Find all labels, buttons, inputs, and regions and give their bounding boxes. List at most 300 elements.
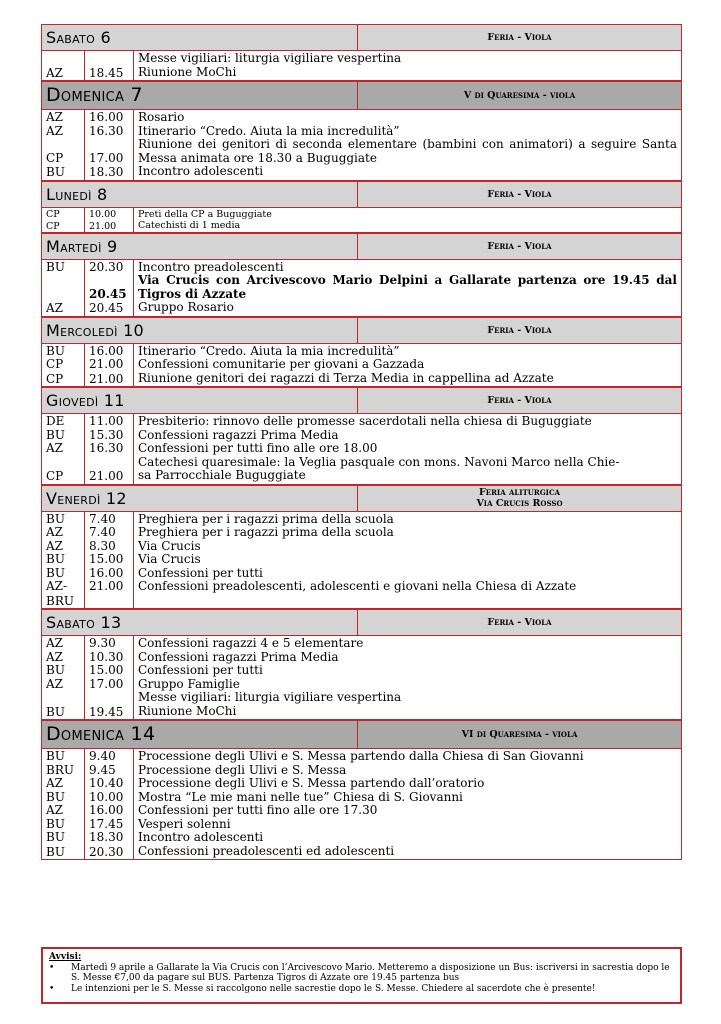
description-line: Confessioni preadolescenti, adolescenti e giovani nella Chiesa di Azzate (138, 579, 577, 593)
bullet-icon: • (49, 962, 55, 973)
time-value: 20.45 (89, 301, 124, 315)
liturgy-line: Feria - Viola (487, 324, 552, 336)
event-description (134, 138, 681, 165)
event-time (85, 540, 134, 554)
liturgy-line: Feria - Viola (487, 32, 552, 43)
time-value: 8.30 (89, 538, 116, 553)
event-location (42, 372, 85, 387)
event-time (85, 442, 134, 456)
day-block (41, 387, 682, 485)
day-header (42, 25, 681, 51)
event-location (42, 429, 85, 443)
event-location (42, 442, 85, 456)
description-line: sa Parrocchiale Buguggiate (138, 468, 306, 482)
location-code: AZ (46, 123, 64, 138)
event-description (134, 636, 681, 651)
event-time (85, 456, 134, 484)
description-line: Via Crucis (138, 538, 201, 553)
day-block (41, 24, 682, 81)
event-description (134, 220, 681, 232)
location-code: AZ (46, 776, 64, 790)
location-code: CP (46, 150, 64, 165)
day-name: Domenica 14 (42, 721, 358, 748)
time-value: 20.30 (89, 844, 124, 859)
event-row (42, 664, 681, 678)
location-code: AZ (46, 65, 64, 80)
description-line: Preghiera per i ragazzi prima della scuola (138, 511, 394, 526)
event-time (85, 110, 134, 125)
day-block (41, 485, 682, 610)
description-line: Catechisti di 1 media (138, 219, 241, 231)
location-code: DE (46, 414, 65, 428)
time-value: 15.00 (89, 663, 124, 677)
day-header (42, 486, 681, 512)
description-line: Messe vigiliari: liturgia vigiliare vespertina (138, 690, 402, 704)
time-value: 19.45 (89, 704, 124, 719)
day-header (42, 318, 681, 344)
event-location (42, 636, 85, 651)
event-location (42, 580, 85, 594)
notice-item (49, 963, 674, 984)
event-time (85, 764, 134, 778)
location-code: BU (46, 552, 65, 566)
liturgy-line: Via Crucis Rosso (476, 498, 563, 509)
description-line: Riunione dei genitori di seconda elementare (bambini con animatori) a seguire Santa Messa animata ore 18.30 a Buguggiate (138, 137, 677, 165)
event-location (42, 691, 85, 719)
time-value: 16.00 (89, 110, 124, 124)
event-description (134, 580, 681, 594)
event-location (42, 456, 85, 484)
description-line: Confessioni per tutti fino alle ore 17.30 (138, 803, 378, 817)
description-line: Confessioni per tutti fino alle ore 18.00 (138, 441, 378, 455)
event-description (134, 165, 681, 180)
event-time (85, 777, 134, 791)
day-name: Sabato 6 (42, 25, 358, 50)
day-name: Lunedì 8 (42, 182, 358, 207)
event-row (42, 691, 681, 719)
liturgy-line: Feria - Viola (487, 395, 552, 406)
description-line: Confessioni comunitarie per giovani a Gazzada (138, 357, 425, 371)
event-description (134, 651, 681, 665)
event-description (134, 429, 681, 443)
event-time (85, 301, 134, 316)
day-header (42, 82, 681, 110)
time-value: 20.30 (89, 259, 124, 274)
time-value: 20.45 (89, 286, 127, 301)
description-line: Confessioni per tutti (138, 663, 263, 677)
location-code: AZ (46, 301, 64, 315)
event-description (134, 664, 681, 678)
event-description (134, 567, 681, 581)
location-code: BU (46, 830, 65, 844)
location-code: BU (46, 749, 65, 763)
event-row (42, 749, 681, 764)
description-line: Mostra “Le mie mani nelle tue” Chiesa di S. Giovanni (138, 789, 463, 804)
event-row (42, 540, 681, 554)
event-location (42, 301, 85, 316)
event-row (42, 512, 681, 527)
time-value: 10.00 (89, 789, 124, 804)
day-name: Martedì 9 (42, 234, 358, 259)
event-location (42, 818, 85, 832)
description-line: Riunione genitori dei ragazzi di Terza Media in cappellina ad Azzate (138, 370, 554, 385)
event-location (42, 749, 85, 764)
event-time (85, 358, 134, 372)
event-location (42, 791, 85, 805)
event-description (134, 818, 681, 832)
day-header (42, 182, 681, 208)
location-code: AZ (46, 803, 64, 817)
event-location (42, 664, 85, 678)
liturgy-line: Feria - Viola (487, 188, 552, 200)
time-value: 18.30 (89, 165, 124, 179)
event-time (85, 804, 134, 818)
event-description (134, 804, 681, 818)
event-location (42, 208, 85, 220)
event-description (134, 777, 681, 791)
event-description (134, 414, 681, 429)
liturgy-label (358, 721, 681, 748)
event-row (42, 553, 681, 567)
event-row (42, 442, 681, 456)
location-code: AZ (46, 649, 64, 664)
event-location (42, 274, 85, 301)
event-time (85, 274, 134, 301)
event-row (42, 220, 681, 232)
location-code: BU (46, 343, 65, 358)
event-time (85, 691, 134, 719)
time-value: 21.00 (89, 357, 124, 371)
description-line: Riunione MoChi (138, 64, 237, 79)
liturgy-label (358, 25, 681, 50)
time-value: 15.30 (89, 427, 124, 442)
time-value: 7.40 (89, 511, 116, 526)
event-row (42, 678, 681, 692)
location-code: AZ (46, 441, 64, 455)
event-row (42, 845, 681, 860)
time-value: 21.00 (89, 371, 124, 386)
event-location (42, 764, 85, 778)
event-time (85, 580, 134, 594)
event-row (42, 651, 681, 665)
day-block (41, 233, 682, 317)
event-time (85, 845, 134, 860)
day-block (41, 81, 682, 181)
event-description (134, 594, 681, 609)
location-code: CP (46, 469, 64, 483)
description-line: Processione degli Ulivi e S. Messa (138, 762, 347, 777)
event-location (42, 414, 85, 429)
liturgy-line: Feria aliturgica (479, 487, 560, 498)
event-description (134, 208, 681, 220)
liturgy-label (358, 82, 681, 109)
day-header (42, 721, 681, 749)
event-time (85, 664, 134, 678)
description-line: Confessioni per tutti (138, 565, 263, 580)
time-value: 11.00 (89, 414, 124, 428)
event-time (85, 749, 134, 764)
description-line: Presbiterio: rinnovo delle promesse sacerdotali nella chiesa di Buguggiate (138, 414, 592, 428)
location-code: BU (46, 427, 65, 442)
event-row (42, 51, 681, 80)
time-value: 16.00 (89, 803, 124, 817)
location-code: BU (46, 663, 65, 677)
event-row (42, 208, 681, 220)
notices-box (41, 947, 682, 1004)
event-time (85, 818, 134, 832)
event-location (42, 540, 85, 554)
event-location (42, 110, 85, 125)
description-line: Rosario (138, 110, 185, 124)
event-time (85, 567, 134, 581)
location-code: BRU (46, 593, 74, 608)
event-description (134, 51, 681, 80)
location-code: AZ (46, 538, 64, 553)
event-location (42, 165, 85, 180)
event-time (85, 594, 134, 609)
time-value: 15.00 (89, 552, 124, 566)
location-code: BU (46, 789, 65, 804)
description-line: Vesperi solenni (138, 816, 231, 831)
liturgy-label (358, 234, 681, 259)
location-code: CP (46, 220, 60, 232)
event-description (134, 678, 681, 692)
notice-text: Le intenzioni per le S. Messe si raccolgono nelle sacrestie dopo le S. Messe. Chiedere al sacerdote che è presente! (71, 983, 596, 994)
location-code: CP (46, 371, 64, 386)
description-line: Itinerario “Credo. Aiuta la mia incredulità” (138, 343, 400, 358)
liturgy-label (358, 182, 681, 207)
event-row (42, 580, 681, 594)
event-time (85, 678, 134, 692)
event-description (134, 372, 681, 387)
description-line: Confessioni ragazzi Prima Media (138, 427, 339, 442)
event-list (42, 260, 681, 317)
day-name: Domenica 7 (42, 82, 358, 109)
event-list (42, 414, 681, 485)
location-code: CP (46, 208, 60, 220)
event-row (42, 358, 681, 372)
location-code: AZ (46, 525, 64, 539)
time-value: 21.00 (89, 220, 117, 232)
liturgy-line: V di Quaresima - viola (463, 90, 576, 101)
event-time (85, 512, 134, 527)
liturgy-label (358, 486, 681, 511)
description-line: Confessioni preadolescenti ed adolescenti (138, 843, 395, 858)
weekly-schedule (41, 24, 682, 860)
time-value: 17.00 (89, 676, 124, 691)
event-description (134, 344, 681, 359)
event-location (42, 553, 85, 567)
time-value: 21.00 (89, 469, 124, 483)
event-description (134, 526, 681, 540)
description-line: Itinerario “Credo. Aiuta la mia incredulità” (138, 123, 400, 138)
description-line: Confessioni ragazzi Prima Media (138, 649, 339, 664)
description-line: Confessioni ragazzi 4 e 5 elementare (138, 636, 364, 650)
event-time (85, 208, 134, 220)
event-row (42, 818, 681, 832)
event-row (42, 301, 681, 316)
event-row (42, 165, 681, 180)
event-row (42, 777, 681, 791)
liturgy-label (358, 388, 681, 413)
description-line: Preghiera per i ragazzi prima della scuola (138, 525, 394, 539)
time-value: 16.30 (89, 441, 124, 455)
event-time (85, 260, 134, 275)
event-description (134, 456, 681, 484)
event-time (85, 372, 134, 387)
event-row (42, 567, 681, 581)
location-code: BU (46, 704, 65, 719)
event-row (42, 764, 681, 778)
event-location (42, 567, 85, 581)
event-row (42, 804, 681, 818)
event-list (42, 636, 681, 720)
event-location (42, 138, 85, 165)
day-name: Venerdì 12 (42, 486, 358, 511)
event-time (85, 414, 134, 429)
event-description (134, 553, 681, 567)
event-description (134, 791, 681, 805)
time-value: 16.30 (89, 123, 124, 138)
day-name: Giovedì 11 (42, 388, 358, 413)
day-block (41, 609, 682, 720)
event-list (42, 51, 681, 81)
location-code: AZ (46, 676, 64, 691)
event-description (134, 512, 681, 527)
event-row (42, 456, 681, 484)
time-value: 7.40 (89, 525, 116, 539)
event-description (134, 125, 681, 139)
event-row (42, 594, 681, 609)
event-row (42, 636, 681, 651)
time-value: 16.00 (89, 343, 124, 358)
event-time (85, 553, 134, 567)
description-line: Gruppo Rosario (138, 300, 234, 314)
description-line: Preti della CP a Buguggiate (138, 208, 272, 220)
location-code: BU (46, 565, 65, 580)
location-code: AZ (46, 636, 64, 650)
event-location (42, 512, 85, 527)
time-value: 16.00 (89, 565, 124, 580)
event-list (42, 208, 681, 233)
event-list (42, 344, 681, 388)
event-row (42, 344, 681, 359)
event-description (134, 110, 681, 125)
event-list (42, 110, 681, 181)
day-header (42, 610, 681, 636)
description-line: Via Crucis (138, 552, 201, 566)
liturgy-label (358, 318, 681, 343)
notices-title: Avvisi: (49, 952, 82, 962)
location-code: AZ (46, 110, 64, 124)
event-description (134, 831, 681, 845)
event-description (134, 442, 681, 456)
event-location (42, 260, 85, 275)
event-description (134, 540, 681, 554)
event-time (85, 220, 134, 232)
location-code: AZ- (46, 579, 68, 593)
time-value: 9.40 (89, 749, 116, 763)
event-location (42, 358, 85, 372)
event-time (85, 526, 134, 540)
time-value: 18.45 (89, 65, 124, 80)
event-time (85, 651, 134, 665)
liturgy-label (358, 610, 681, 635)
description-line: Processione degli Ulivi e S. Messa partendo dalla Chiesa di San Giovanni (138, 749, 584, 763)
event-location (42, 526, 85, 540)
event-location (42, 845, 85, 860)
bullet-icon: • (49, 983, 55, 994)
event-description (134, 749, 681, 764)
description-line: Incontro adolescenti (138, 164, 264, 178)
day-header (42, 388, 681, 414)
event-location (42, 804, 85, 818)
time-value: 21.00 (89, 579, 124, 593)
description-line (138, 594, 677, 608)
event-location (42, 220, 85, 232)
event-row (42, 791, 681, 805)
time-value: 17.45 (89, 816, 124, 831)
event-description (134, 691, 681, 719)
description-line: Incontro preadolescenti (138, 259, 284, 274)
event-row (42, 274, 681, 301)
time-value: 9.30 (89, 636, 116, 650)
day-name: Sabato 13 (42, 610, 358, 635)
event-row (42, 138, 681, 165)
event-description (134, 274, 681, 301)
day-block (41, 317, 682, 388)
time-value: 9.45 (89, 762, 116, 777)
event-time (85, 636, 134, 651)
day-name: Mercoledì 10 (42, 318, 358, 343)
event-location (42, 678, 85, 692)
event-time (85, 344, 134, 359)
liturgy-line: VI di Quaresima - viola (461, 729, 578, 740)
day-block (41, 181, 682, 233)
event-row (42, 125, 681, 139)
time-value: 17.00 (89, 150, 124, 165)
time-value: 10.30 (89, 649, 124, 664)
day-block (41, 720, 682, 860)
location-code: BU (46, 844, 65, 859)
event-description (134, 301, 681, 316)
event-time (85, 138, 134, 165)
event-location (42, 777, 85, 791)
description-line: Gruppo Famiglie (138, 676, 240, 691)
liturgy-line: Feria - Viola (487, 617, 552, 628)
event-time (85, 51, 134, 80)
description-line: Messe vigiliari: liturgia vigiliare vespertina (138, 51, 402, 65)
time-value: 10.00 (89, 208, 117, 220)
event-location (42, 594, 85, 609)
event-time (85, 165, 134, 180)
event-location (42, 344, 85, 359)
time-value: 10.40 (89, 776, 124, 790)
event-row (42, 831, 681, 845)
event-time (85, 791, 134, 805)
event-location (42, 651, 85, 665)
event-description (134, 260, 681, 275)
event-list (42, 749, 681, 860)
description-line: Processione degli Ulivi e S. Messa partendo dall’oratorio (138, 776, 485, 790)
location-code: BRU (46, 762, 74, 777)
event-description (134, 764, 681, 778)
location-code: BU (46, 816, 65, 831)
event-location (42, 125, 85, 139)
event-row (42, 429, 681, 443)
event-description (134, 845, 681, 860)
event-row (42, 110, 681, 125)
